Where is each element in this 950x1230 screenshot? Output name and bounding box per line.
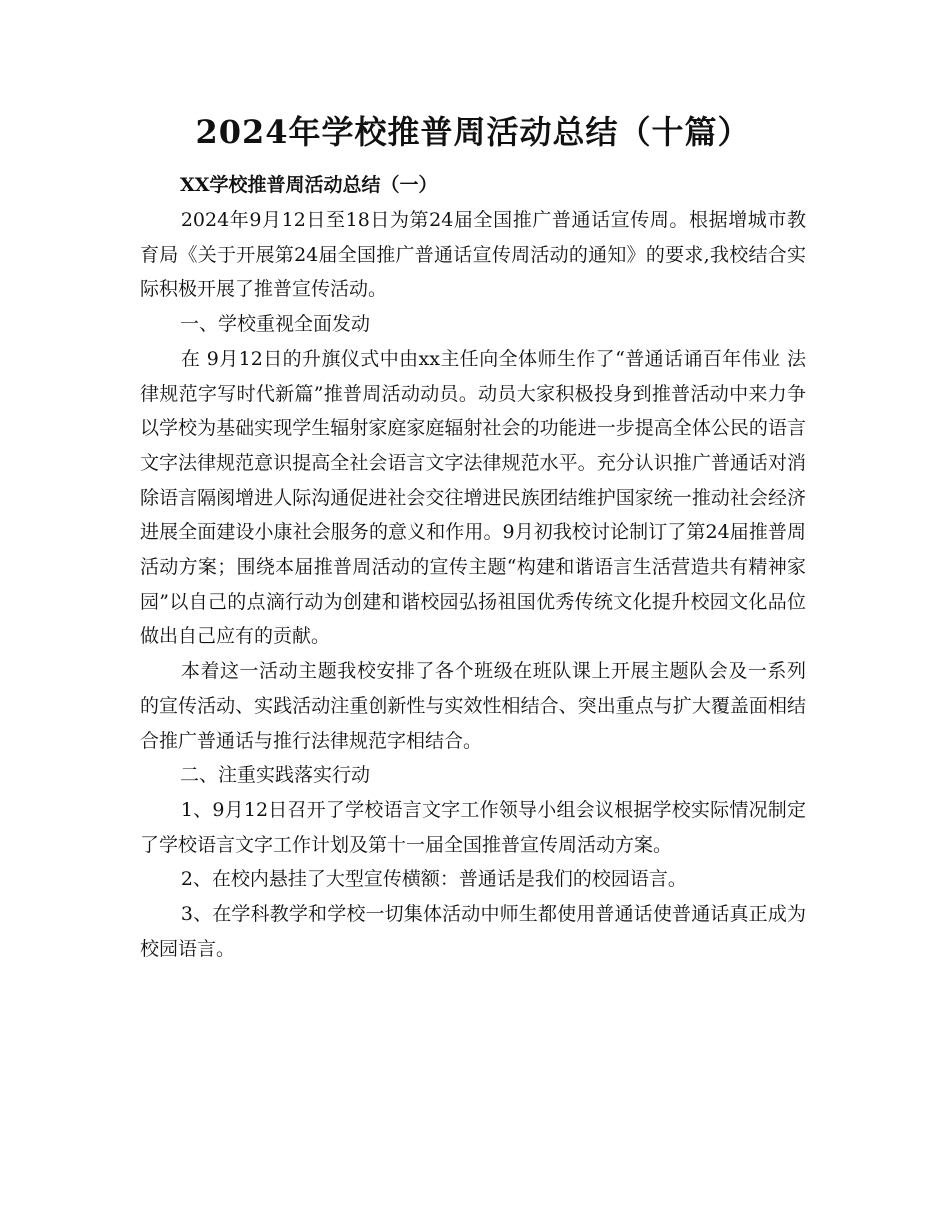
paragraph-mobilization: 在 9月12日的升旗仪式中由xx主任向全体师生作了“普通话诵百年伟业 法律规范字写时代新篇”推普周活动动员。动员大家积极投身到推普活动中来力争以学校为基础实现学生辐射家庭家庭辐射社会的功能进一步提高全体公民的语言文字法律规范意识提高全社会语言文字法律规范水平。充分认识推广普通话对消除语言隔阂增进人际沟通促进社会交往增进民族团结维护国家统一推动社会经济进展全面建设小康社会服务的意义和作用。9月初我校讨论制订了第24届推普周活动方案；围绕本届推普周活动的宣传主题“构建和谐语言生活营造共有精神家园”以自己的点滴行动为创建和谐校园弘扬祖国优秀传统文化提升校园文化品位做出自己应有的贡献。 [140,347,806,648]
section-title: XX学校推普周活动总结（一） [180,174,438,196]
paragraph-item-3: 3、在学科教学和学校一切集体活动中师生都使用普通话使普通话真正成为校园语言。 [140,903,806,960]
paragraph-intro: 2024年9月12日至18日为第24届全国推广普通话宣传周。根据增城市教育局《关于开展第24届全国推广普通话宣传周活动的通知》的要求,我校结合实际积极开展了推普宣传活动。 [140,209,806,301]
paragraph-activity-theme: 本着这一活动主题我校安排了各个班级在班队课上开展主题队会及一系列的宣传活动、实践活动注重创新性与实效性相结合、突出重点与扩大覆盖面相结合推广普通话与推行法律规范字相结合。 [140,660,806,752]
document-title: 2024年学校推普周活动总结（十篇） [195,113,751,151]
document-body [140,108,806,966]
heading-part-one: 一、学校重视全面发动 [180,313,371,336]
paragraph-item-2: 2、在校内悬挂了大型宣传横额：普通话是我们的校园语言。 [180,868,687,891]
heading-part-two: 二、注重实践落实行动 [180,764,371,787]
paragraph-item-1: 1、9月12日召开了学校语言文字工作领导小组会议根据学校实际情况制定了学校语言文字工作计划及第十一届全国推普宣传周活动方案。 [140,798,806,856]
